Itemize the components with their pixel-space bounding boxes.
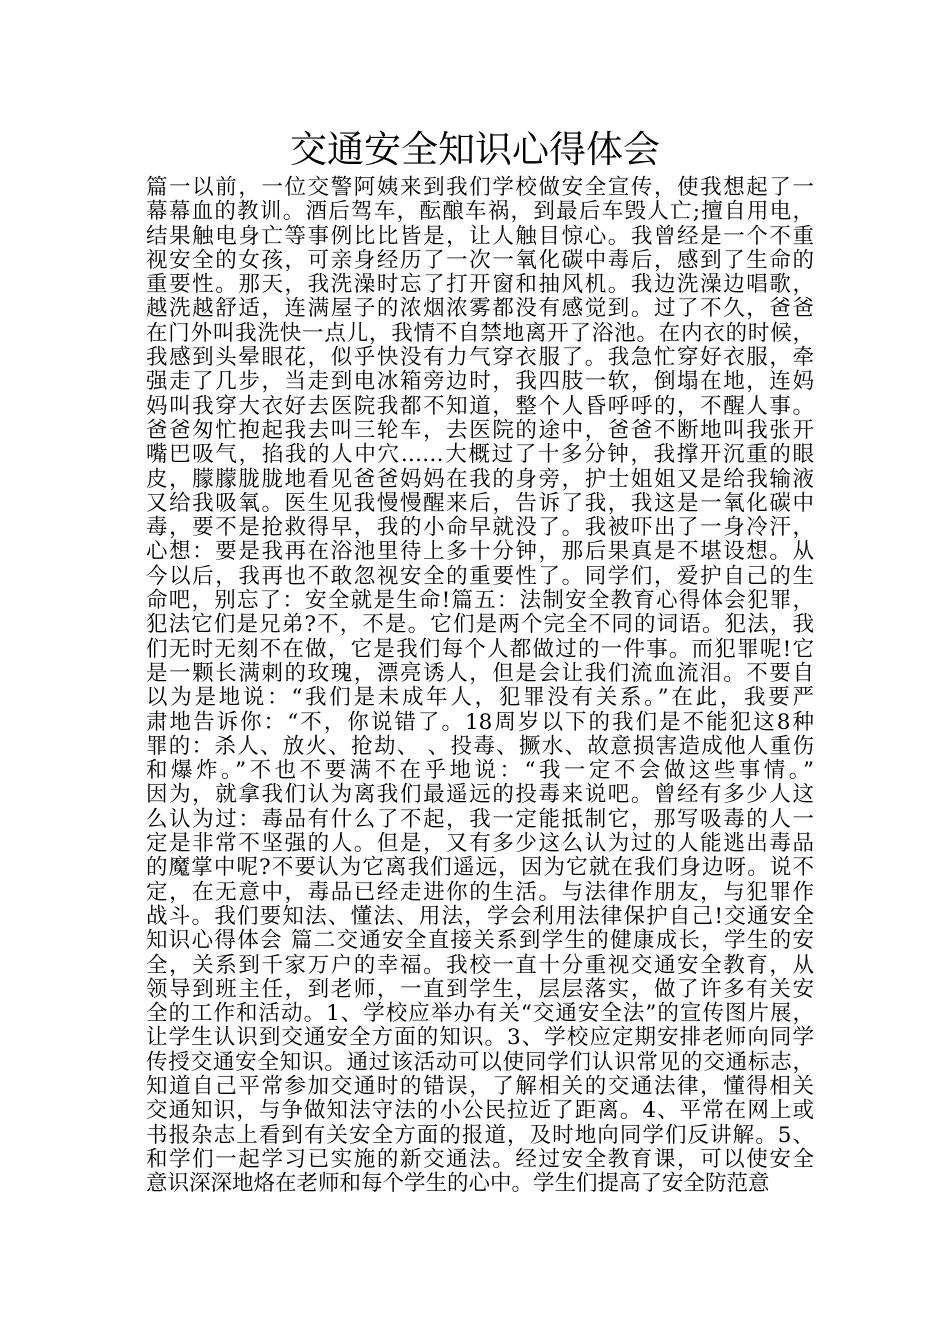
body-line: 全的工作和活动。1、学校应举办有关“交通安全法”的宣传图片展，: [146, 1001, 814, 1027]
body-line: 在门外叫我洗快一点儿，我情不自禁地离开了浴池。在内衣的时候，: [146, 320, 814, 346]
body-line: 是一颗长满刺的玫瑰，漂亮诱人，但是会让我们流血流泪。不要自: [146, 660, 814, 686]
body-line: 传授交通安全知识。通过该活动可以使同学们认识常见的交通标志，: [146, 1049, 814, 1075]
body-line: 嘴巴吸气，掐我的人中穴……大概过了十多分钟，我撑开沉重的眼: [146, 442, 814, 468]
body-line: 以为是地说：“我们是未成年人，犯罪没有关系。”在此，我要严: [146, 685, 814, 711]
body-line: 意识深深地烙在老师和每个学生的心中。学生们提高了安全防范意: [146, 1171, 770, 1197]
body-line: 全，关系到千家万户的幸福。我校一直十分重视交通安全教育，从: [146, 952, 814, 978]
body-line: 书报杂志上看到有关安全方面的报道，及时地向同学们反讲解。5、: [146, 1122, 814, 1148]
body-line: 们无时无刻不在做，它是我们每个人都做过的一件事。而犯罪呢!它: [146, 636, 814, 662]
body-line: 我感到头晕眼花，似乎快没有力气穿衣服了。我急忙穿好衣服，牵: [146, 345, 814, 371]
body-line: 知识心得体会 篇二交通安全直接关系到学生的健康成长，学生的安: [146, 928, 814, 954]
body-line: 的魔掌中呢?不要认为它离我们遥远，因为它就在我们身边呀。说不: [146, 855, 814, 881]
body-line: 和学们一起学习已实施的新交通法。经过安全教育课，可以使安全: [146, 1146, 814, 1172]
body-line: 皮，朦朦胧胧地看见爸爸妈妈在我的身旁，护士姐姐又是给我输液: [146, 466, 814, 492]
body-line: 犯法它们是兄弟?不，不是。它们是两个完全不同的词语。犯法，我: [146, 612, 814, 638]
body-line: 知道自己平常参加交通时的错误，了解相关的交通法律，懂得相关: [146, 1073, 814, 1099]
body-line: 篇一以前，一位交警阿姨来到我们学校做安全宣传，使我想起了一: [146, 175, 814, 200]
body-line: 又给我吸氧。医生见我慢慢醒来后，告诉了我，我这是一氧化碳中: [146, 490, 814, 516]
body-line: 强走了几步，当走到电冰箱旁边时，我四肢一软，倒塌在地，连妈: [146, 369, 814, 395]
body-line: 命吧，别忘了：安全就是生命!篇五：法制安全教育心得体会犯罪，: [146, 588, 814, 614]
body-line: 心想：要是我再在浴池里待上多十分钟，那后果真是不堪设想。从: [146, 539, 814, 565]
body-line: 定是非常不坚强的人。但是，又有多少这么认为过的人能逃出毒品: [146, 831, 814, 857]
body-line: 妈叫我穿大衣好去医院我都不知道，整个人昏呼呼的，不醒人事。: [146, 393, 814, 419]
body-line: 肃地告诉你：“不，你说错了。18周岁以下的我们是不能犯这8种: [146, 709, 814, 735]
body-line: 今以后，我再也不敢忽视安全的重要性了。同学们，爱护自己的生: [146, 563, 814, 589]
body-line: 视安全的女孩，可亲身经历了一次一氧化碳中毒后，感到了生命的: [146, 247, 814, 273]
body-line: 么认为过：毒品有什么了不起，我一定能抵制它，那写吸毒的人一: [146, 806, 814, 832]
body-line: 越洗越舒适，连满屋子的浓烟浓雾都没有感觉到。过了不久，爸爸: [146, 296, 814, 322]
body-line: 重要性。那天，我洗澡时忘了打开窗和抽风机。我边洗澡边唱歌，: [146, 272, 814, 298]
body-line: 结果触电身亡等事例比比皆是，让人触目惊心。我曾经是一个不重: [146, 223, 814, 249]
body-line: 定，在无意中，毒品已经走进你的生活。与法律作朋友，与犯罪作: [146, 879, 814, 905]
body-line: 领导到班主任，到老师，一直到学生，层层落实，做了许多有关安: [146, 976, 814, 1002]
body-line: 毒，要不是抢救得早，我的小命早就没了。我被吓出了一身冷汗，: [146, 515, 814, 541]
body-line: 因为，就拿我们认为离我们最遥远的投毒来说吧。曾经有多少人这: [146, 782, 814, 808]
body-line: 和爆炸。”不也不要满不在乎地说：“我一定不会做这些事情。”: [146, 758, 814, 784]
body-line: 爸爸匆忙抱起我去叫三轮车，去医院的途中，爸爸不断地叫我张开: [146, 417, 814, 443]
body-line: 幕幕血的教训。酒后驾车，酝酿车祸，到最后车毁人亡;擅自用电，: [146, 199, 814, 225]
body-line: 战斗。我们要知法、懂法、用法，学会利用法律保护自己!交通安全: [146, 903, 814, 929]
body-line: 交通知识，与争做知法守法的小公民拉近了距离。4、平常在网上或: [146, 1098, 814, 1124]
document-body: [146, 176, 814, 1196]
document-title: 交通安全知识心得体会: [290, 128, 660, 171]
body-line: 让学生认识到交通安全方面的知识。3、学校应定期安排老师向同学: [146, 1025, 814, 1051]
body-line: 罪的：杀人、放火、抢劫、 、投毒、撅水、故意损害造成他人重伤: [146, 733, 814, 759]
